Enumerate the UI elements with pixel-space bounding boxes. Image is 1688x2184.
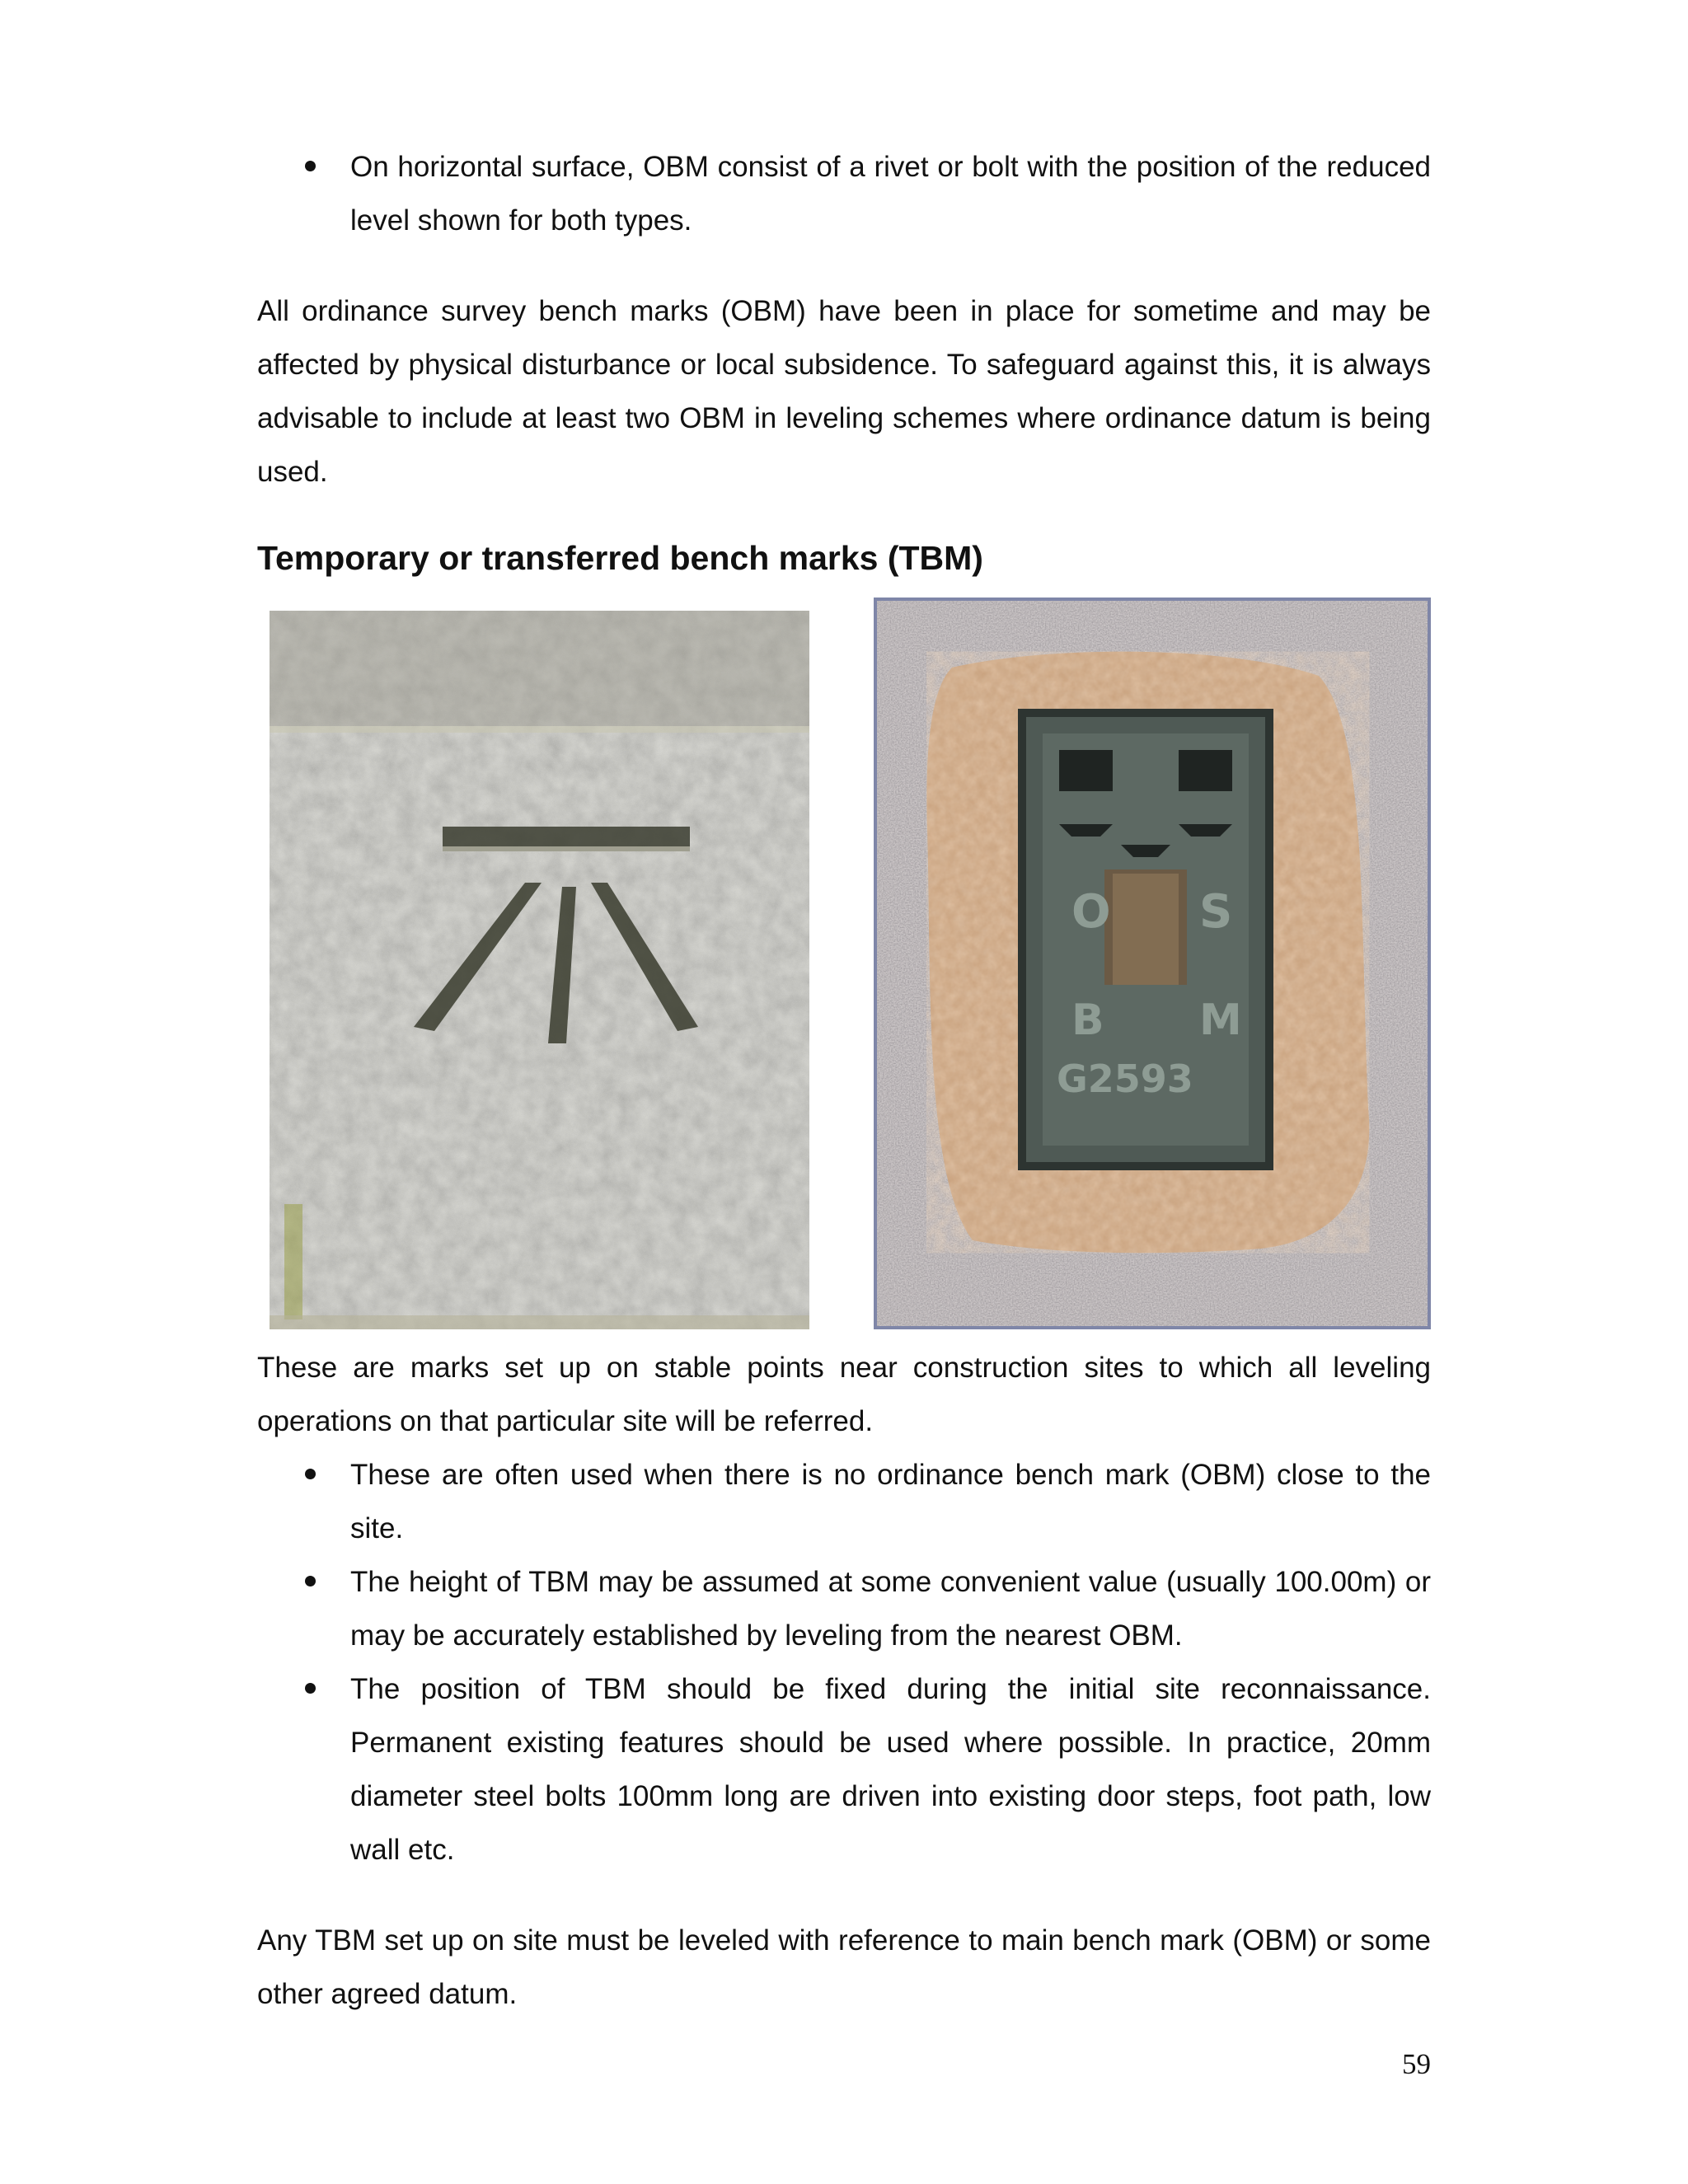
- bullet-icon: [305, 1683, 316, 1694]
- bullet-text: The height of TBM may be assumed at some convenient value (usually 100.00m) or may be accurately established by leveling from the nearest OBM.: [350, 1566, 1431, 1652]
- bullet-list-top: [257, 140, 1431, 247]
- page-content: [257, 140, 1431, 2021]
- bullet-text: These are often used when there is no ordinance bench mark (OBM) close to the site.: [350, 1459, 1431, 1544]
- cut-bench-mark-photo: [270, 611, 809, 1329]
- bullet-text: On horizontal surface, OBM consist of a rivet or bolt with the position of the reduced level shown for both types.: [350, 151, 1431, 237]
- plate-number: G2593: [1057, 1057, 1193, 1101]
- list-item: [257, 1555, 1431, 1662]
- list-item: [257, 1448, 1431, 1555]
- flush-bracket-photo-icon: [874, 598, 1431, 1329]
- plate-letter-m: M: [1199, 996, 1242, 1045]
- list-item: [257, 140, 1431, 247]
- bullet-icon: [305, 1576, 316, 1586]
- bullet-text: The position of TBM should be fixed during the initial site reconnaissance. Permanent existing features should be used where possible. In practice, 20mm diameter steel bolts 100mm long are driven into existing door steps, foot path, low wall etc.: [350, 1673, 1431, 1866]
- paragraph-tbm-intro: These are marks set up on stable points near construction sites to which all leveling operations on that particular site will be referred.: [257, 1352, 1431, 1437]
- paragraph-final: Any TBM set up on site must be leveled with reference to main bench mark (OBM) or some other agreed datum.: [257, 1924, 1431, 2010]
- plate-letter-b: B: [1071, 996, 1104, 1045]
- list-item: [257, 1662, 1431, 1877]
- cut-bench-mark-photo-icon: [270, 611, 809, 1329]
- bullet-list-tbm: [257, 1448, 1431, 1877]
- page-number: 59: [1402, 2048, 1431, 2080]
- section-heading: Temporary or transferred bench marks (TBM): [257, 539, 983, 577]
- bullet-icon: [305, 1469, 316, 1479]
- flush-bracket-photo: [874, 598, 1431, 1329]
- plate-letter-s: S: [1199, 885, 1233, 939]
- photo-row: [257, 598, 1431, 1331]
- plate-letter-o: O: [1071, 885, 1111, 939]
- bullet-icon: [305, 161, 316, 171]
- paragraph-obm: All ordinance survey bench marks (OBM) have been in place for sometime and may be affected by physical disturbance or local subsidence. To safeguard against this, it is always advisable to include at least two OBM in leveling schemes where ordinance datum is being used.: [257, 295, 1431, 488]
